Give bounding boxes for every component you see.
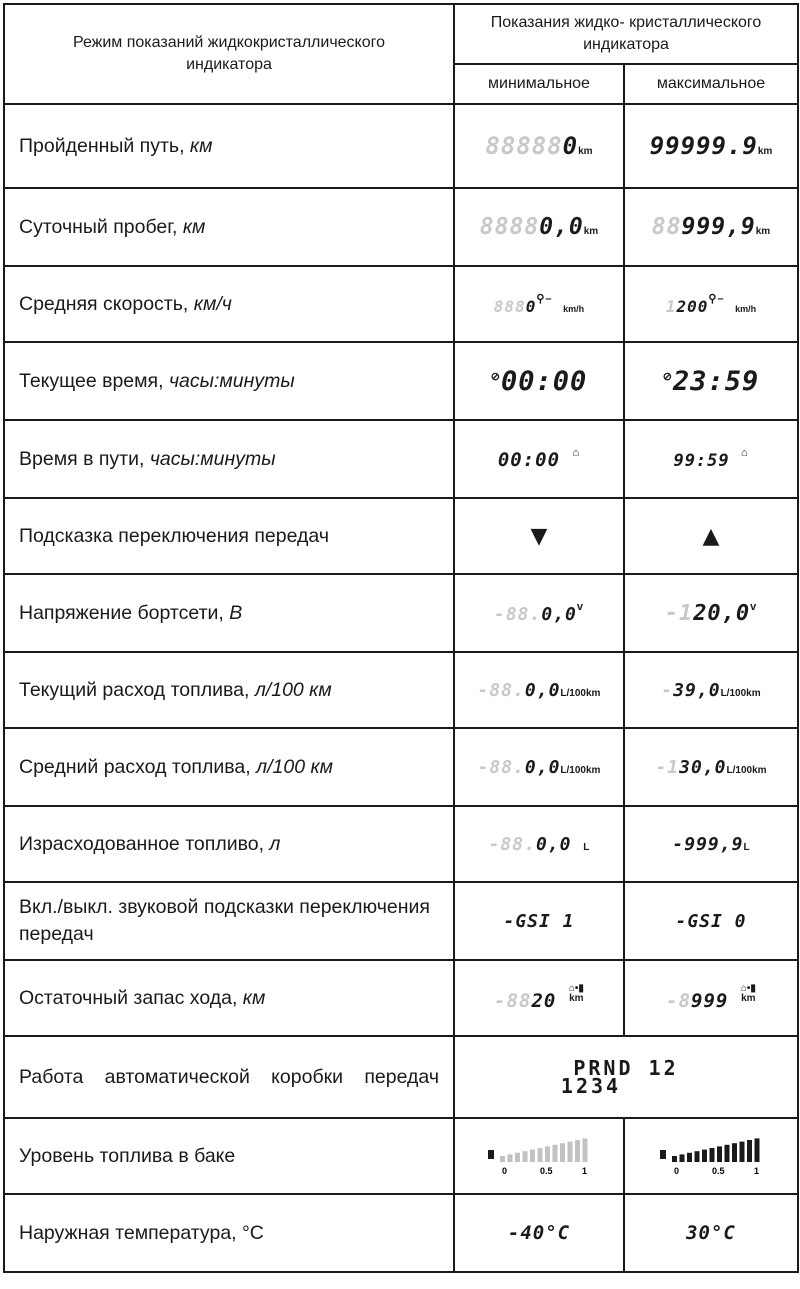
min-reading: -88.0,0L/100km (454, 652, 624, 728)
table-row (4, 342, 798, 420)
fuel-pump-icon (660, 1150, 666, 1159)
max-reading: 30°C (624, 1194, 798, 1272)
max-reading: ⊘23:59 (624, 342, 798, 420)
shift-up-icon: ▲ (702, 523, 720, 549)
min-reading: 888880km (454, 104, 624, 188)
fuel-gauge-segment (568, 1141, 573, 1161)
fuel-gauge-max (656, 1132, 766, 1176)
fuel-gauge-segment (560, 1143, 565, 1162)
row-label: Средняя скорость, км/ч (4, 266, 454, 342)
row-label: Вкл./выкл. звуковой подсказки переключения передач (4, 882, 454, 960)
fuel-gauge-min (484, 1132, 594, 1176)
trip-icon: ⌂ (572, 447, 581, 459)
fuel-gauge-segment (725, 1144, 730, 1161)
row-label: Работа автоматической коробки передач (4, 1036, 454, 1118)
fuel-pump-icon (488, 1150, 494, 1159)
fuel-gauge-segment (680, 1154, 685, 1162)
table-row (4, 188, 798, 266)
average-icon: ⚲– (536, 292, 553, 305)
row-label: Средний расход топлива, л/100 км (4, 728, 454, 806)
fuel-gauge-segment (583, 1138, 588, 1162)
fuel-gauge-segment (702, 1149, 707, 1161)
max-reading: 99:59 ⌂ (624, 420, 798, 498)
max-reading (624, 1118, 798, 1194)
fuel-gauge-segment (710, 1148, 715, 1162)
table-row (4, 728, 798, 806)
max-reading: -39,0L/100km (624, 652, 798, 728)
row-label: Уровень топлива в баке (4, 1118, 454, 1194)
min-reading: -40°C (454, 1194, 624, 1272)
scale-label: 0.5 (712, 1165, 725, 1176)
min-reading: 88880,0km (454, 188, 624, 266)
fuel-gauge-segment (523, 1151, 528, 1162)
row-label: Суточный пробег, км (4, 188, 454, 266)
table-row (4, 1194, 798, 1272)
min-reading: -GSI 1 (454, 882, 624, 960)
fuel-gauge-segment (717, 1146, 722, 1162)
fuel-gauge-segment (530, 1149, 535, 1161)
max-reading (624, 498, 798, 574)
row-label: Время в пути, часы:минуты (4, 420, 454, 498)
max-reading: -120,0$^v$ (624, 574, 798, 652)
scale-label: 0 (674, 1165, 680, 1176)
fuel-gauge-segment (508, 1154, 513, 1162)
min-reading: 8880⚲– km/h (454, 266, 624, 342)
fuel-gauge-segment (500, 1156, 505, 1162)
scale-label: 1 (582, 1165, 588, 1176)
scale-label: 0 (502, 1165, 508, 1176)
min-reading (454, 498, 624, 574)
table-row (4, 1118, 798, 1194)
min-reading: -88.0,0L/100km (454, 728, 624, 806)
fuel-gauge-segment (553, 1144, 558, 1161)
min-reading: -88.0,0 L (454, 806, 624, 882)
average-icon: ⚲– (708, 292, 725, 305)
shift-down-icon: ▼ (530, 523, 548, 549)
max-reading: -130,0L/100km (624, 728, 798, 806)
table-row (4, 266, 798, 342)
fuel-gauge-segment (695, 1151, 700, 1162)
table-row (4, 806, 798, 882)
table-row (4, 960, 798, 1036)
gear-indicator: PRND 12 1234 (454, 1036, 798, 1118)
table-row (4, 1036, 798, 1118)
lcd-readings-table (3, 3, 799, 1273)
table-row (4, 498, 798, 574)
header-min: минимальное (454, 64, 624, 104)
row-label: Подсказка переключения передач (4, 498, 454, 574)
scale-label: 1 (754, 1165, 760, 1176)
fuel-pump-icon: ⌂•▮ (568, 983, 584, 994)
fuel-gauge-segment (755, 1138, 760, 1162)
table-row (4, 420, 798, 498)
max-reading: 99999.9km (624, 104, 798, 188)
row-label: Наружная температура, °C (4, 1194, 454, 1272)
header-max: максимальное (624, 64, 798, 104)
table-row (4, 104, 798, 188)
trip-icon: ⌂ (740, 447, 749, 459)
header-mode: Режим показаний жидкокристаллического индикатора (4, 4, 454, 104)
row-label: Напряжение бортсети, В (4, 574, 454, 652)
table-row (4, 652, 798, 728)
fuel-gauge-segment (747, 1140, 752, 1162)
min-reading: ⊘00:00 (454, 342, 624, 420)
max-reading: -999,9L (624, 806, 798, 882)
fuel-gauge-segment (740, 1141, 745, 1161)
row-label: Пройденный путь, км (4, 104, 454, 188)
max-reading: 1200⚲– km/h (624, 266, 798, 342)
min-reading: -88.0,0$^v$ (454, 574, 624, 652)
scale-label: 0.5 (540, 1165, 553, 1176)
fuel-gauge-segment (575, 1140, 580, 1162)
row-label: Израсходованное топливо, л (4, 806, 454, 882)
fuel-gauge-segment (672, 1156, 677, 1162)
clock-icon: ⊘ (662, 370, 673, 383)
fuel-gauge-segment (538, 1148, 543, 1162)
fuel-gauge-segment (545, 1146, 550, 1162)
min-reading: 00:00 ⌂ (454, 420, 624, 498)
max-reading: 88999,9km (624, 188, 798, 266)
header-readings: Показания жидко- кристаллического индикатора (454, 4, 798, 64)
row-label: Текущее время, часы:минуты (4, 342, 454, 420)
fuel-gauge-segment (732, 1143, 737, 1162)
row-label: Остаточный запас хода, км (4, 960, 454, 1036)
row-label: Текущий расход топлива, л/100 км (4, 652, 454, 728)
min-reading (454, 1118, 624, 1194)
fuel-gauge-segment (515, 1152, 520, 1161)
fuel-pump-icon: ⌂•▮ (740, 983, 756, 994)
table-row (4, 882, 798, 960)
fuel-gauge-segment (687, 1152, 692, 1161)
clock-icon: ⊘ (490, 370, 501, 383)
max-reading: -GSI 0 (624, 882, 798, 960)
min-reading: -8820 ⌂•▮ km (454, 960, 624, 1036)
max-reading: -8999 ⌂•▮ km (624, 960, 798, 1036)
table-row (4, 574, 798, 652)
